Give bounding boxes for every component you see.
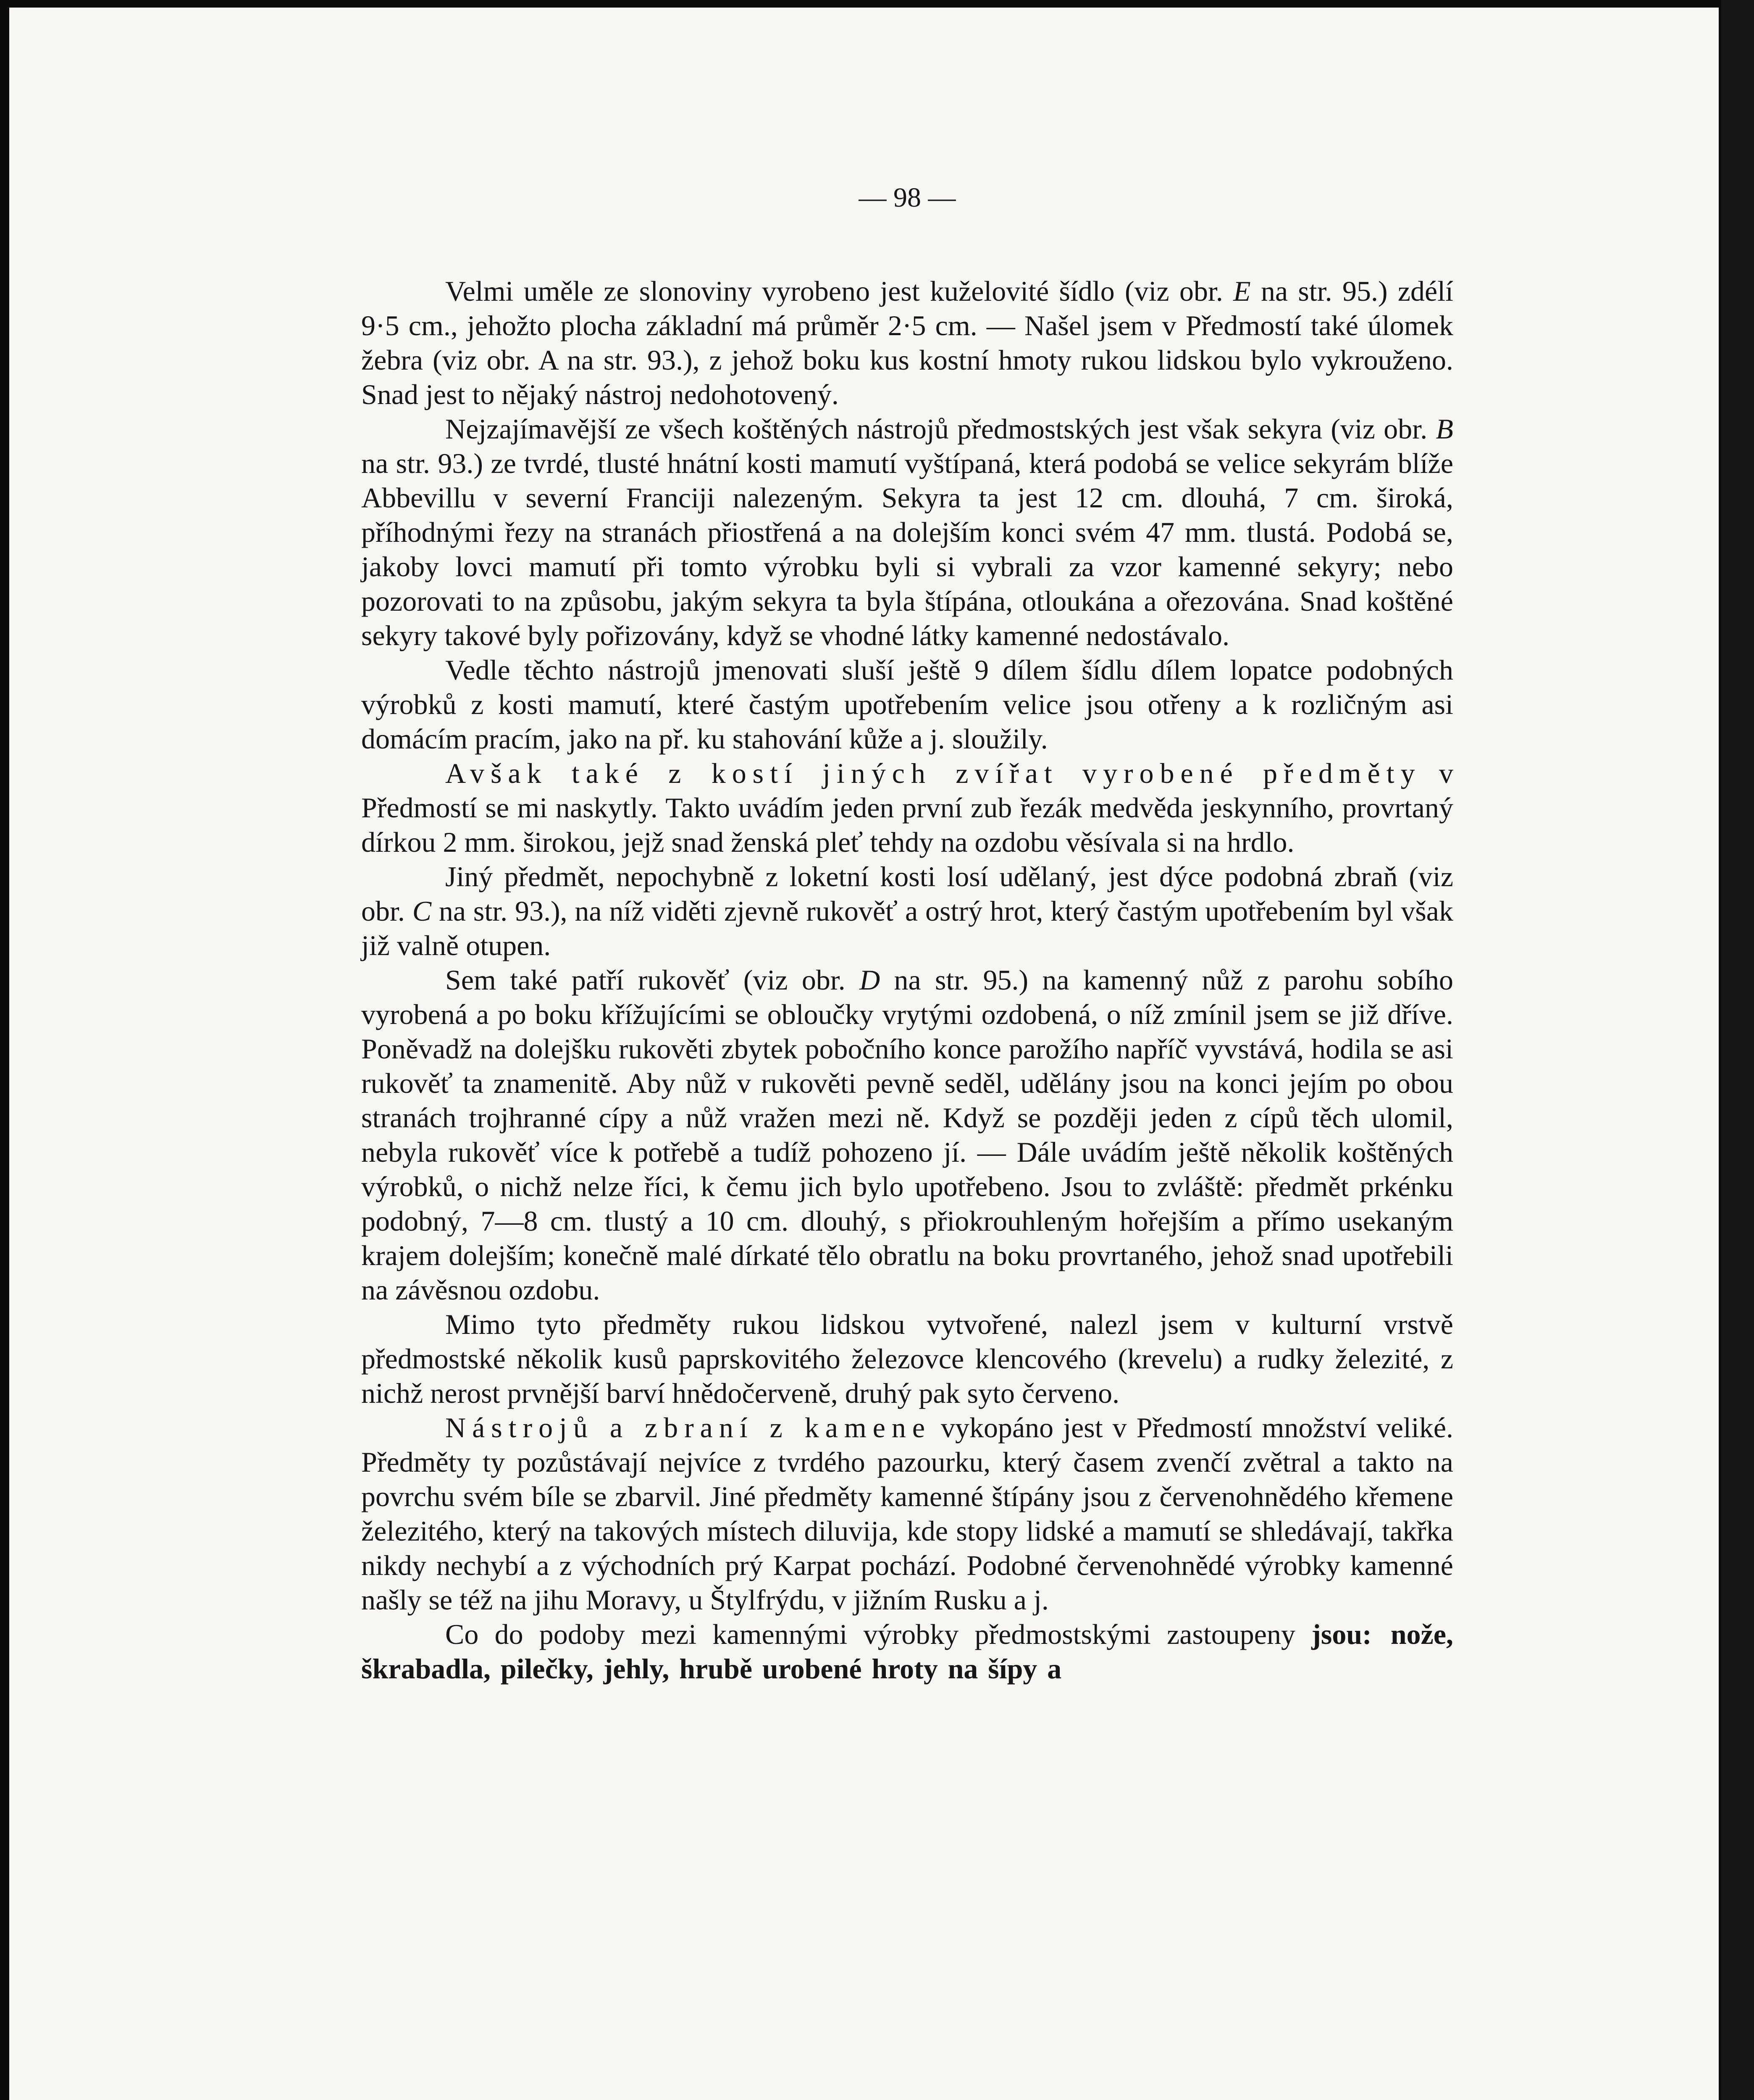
paragraph: [361, 412, 1453, 653]
paragraph: [361, 756, 1453, 859]
text-run: B: [1436, 413, 1453, 445]
scan-edge: [1721, 0, 1754, 2100]
text-run: E: [1233, 275, 1251, 307]
paragraph: [361, 274, 1453, 412]
text-run: na str. 93.), na níž viděti zjevně rukověť a ostrý hrot, který častým upotřebením byl však již valně otupen.: [361, 895, 1453, 961]
paragraph: [361, 1410, 1453, 1617]
text-run: Co do podoby mezi kamennými výrobky předmostskými zastoupeny: [445, 1618, 1312, 1650]
page-number: — 98 —: [859, 182, 956, 213]
text-run: D: [859, 964, 880, 996]
paragraphs: [361, 274, 1453, 1686]
text-run: Nejzajímavější ze všech koštěných nástrojů předmostských jest však sekyra (viz obr.: [445, 413, 1436, 445]
paragraph: [361, 859, 1453, 963]
text-run: na str. 93.) ze tvrdé, tlusté hnátní kosti mamutí vyštípaná, která podobá se velice sekyrám blíže Abbevillu v severní Franciji nalezeným. Sekyra ta jest 12 cm. dlouhá, 7 cm. široká, příhodnými řezy na stranách přiostřená a na dolejším konci svém 47 mm. tlustá. Podobá se, jakoby lovci mamutí při tomto výrobku byli si vybrali za vzor kamenné sekyry; nebo pozorovati to na způsobu, jakým sekyra ta byla štípána, otloukána a ořezována. Snad koštěné sekyry takové byly pořizovány, když se vhodné látky kamenné nedostávalo.: [361, 447, 1453, 651]
text-run: na str. 95.) na kamenný nůž z parohu sobího vyrobená a po boku křížujícími se obloučky vrytými ozdobená, o níž zmínil jsem se již dříve. Poněvadž na dolejšku rukověti zbytek pobočního konce parožího napříč vyvstává, hodila se asi rukověť ta znamenitě. Aby nůž v rukověti pevně seděl, udělány jsou na konci jejím po obou stranách trojhranné cípy a nůž vražen mezi ně. Když se později jeden z cípů těch ulomil, nebyla rukověť více k potřebě a tudíž pohozeno jí. — Dále uvádím ještě několik koštěných výrobků, o nichž nelze říci, k čemu jich bylo upotřebeno. Jsou to zvláště: předmět prkénku podobný, 7—8 cm. tlustý a 10 cm. dlouhý, s přiokrouhleným hořejším a přímo usekaným krajem dolejším; konečně malé dírkaté tělo obratlu na boku provrtaného, jehož snad upotřebili na závěsnou ozdobu.: [361, 964, 1454, 1306]
text-run: Sem také patří rukověť (viz obr.: [445, 964, 860, 996]
paragraph: [361, 1617, 1453, 1686]
paragraph: [361, 653, 1453, 756]
text-run: v Předmostí se mi naskytly. Takto uvádím jeden první zub řezák medvěda jeskynního, provrtaný dírkou 2 mm. širokou, jejž snad ženská pleť tehdy na ozdobu věsívala si na hrdlo.: [361, 757, 1454, 858]
paragraph: [361, 963, 1453, 1307]
text-run: Mimo tyto předměty rukou lidskou vytvořené, nalezl jsem v kulturní vrstvě předmostské několik kusů paprskovitého železovce klencového (krevelu) a rudky železité, z nichž nerost prvnější barví hnědočerveně, druhý pak syto červeno.: [361, 1308, 1453, 1409]
text-run: vykopáno jest v Předmostí množství veliké. Předměty ty pozůstávají nejvíce z tvrdého pazourku, který časem zvenčí zvětral a takto na povrchu svém bíle se zbarvil. Jiné předměty kamenné štípány jsou z červenohnědého křemene železitého, který na takových místech diluvija, kde stopy lidské a mamutí se shledávají, takřka nikdy nechybí a z východních prý Karpat pochází. Podobné červenohnědé výrobky kamenné našly se též na jihu Moravy, u Štylfrýdu, v jižním Rusku a j.: [361, 1412, 1454, 1616]
page-text: [361, 181, 1453, 1686]
text-run: jsou: nože, škrabadla, pilečky, jehly, hrubě urobené hroty na šípy a: [361, 1618, 1453, 1685]
text-run: na str. 95.) zdélí 9·5 cm., jehožto plocha základní má průměr 2·5 cm. — Našel jsem v Předmostí také úlomek žebra (viz obr. A na str. 93.), z jehož boku kus kostní hmoty rukou lidskou bylo vykrouženo. Snad jest to nějaký nástroj nedohotovený.: [361, 275, 1453, 410]
text-run: Avšak také z kostí jiných zvířat vyrobené předměty: [445, 757, 1421, 789]
text-run: Vedle těchto nástrojů jmenovati sluší ještě 9 dílem šídlu dílem lopatce podobných výrobků z kosti mamutí, které častým upotřebením velice jsou otřeny a k rozličným asi domácím pracím, jako na př. ku stahování kůže a j. sloužily.: [361, 654, 1453, 755]
text-run: Velmi uměle ze slonoviny vyrobeno jest kuželovité šídlo (viz obr.: [445, 275, 1234, 307]
paragraph: [361, 1307, 1453, 1410]
text-run: C: [412, 895, 432, 927]
text-run: Jiný předmět, nepochybně z loketní kosti losí udělaný, jest dýce podobná zbraň (viz obr.: [361, 861, 1453, 927]
text-run: Nástrojů a zbraní z kamene: [445, 1412, 931, 1444]
